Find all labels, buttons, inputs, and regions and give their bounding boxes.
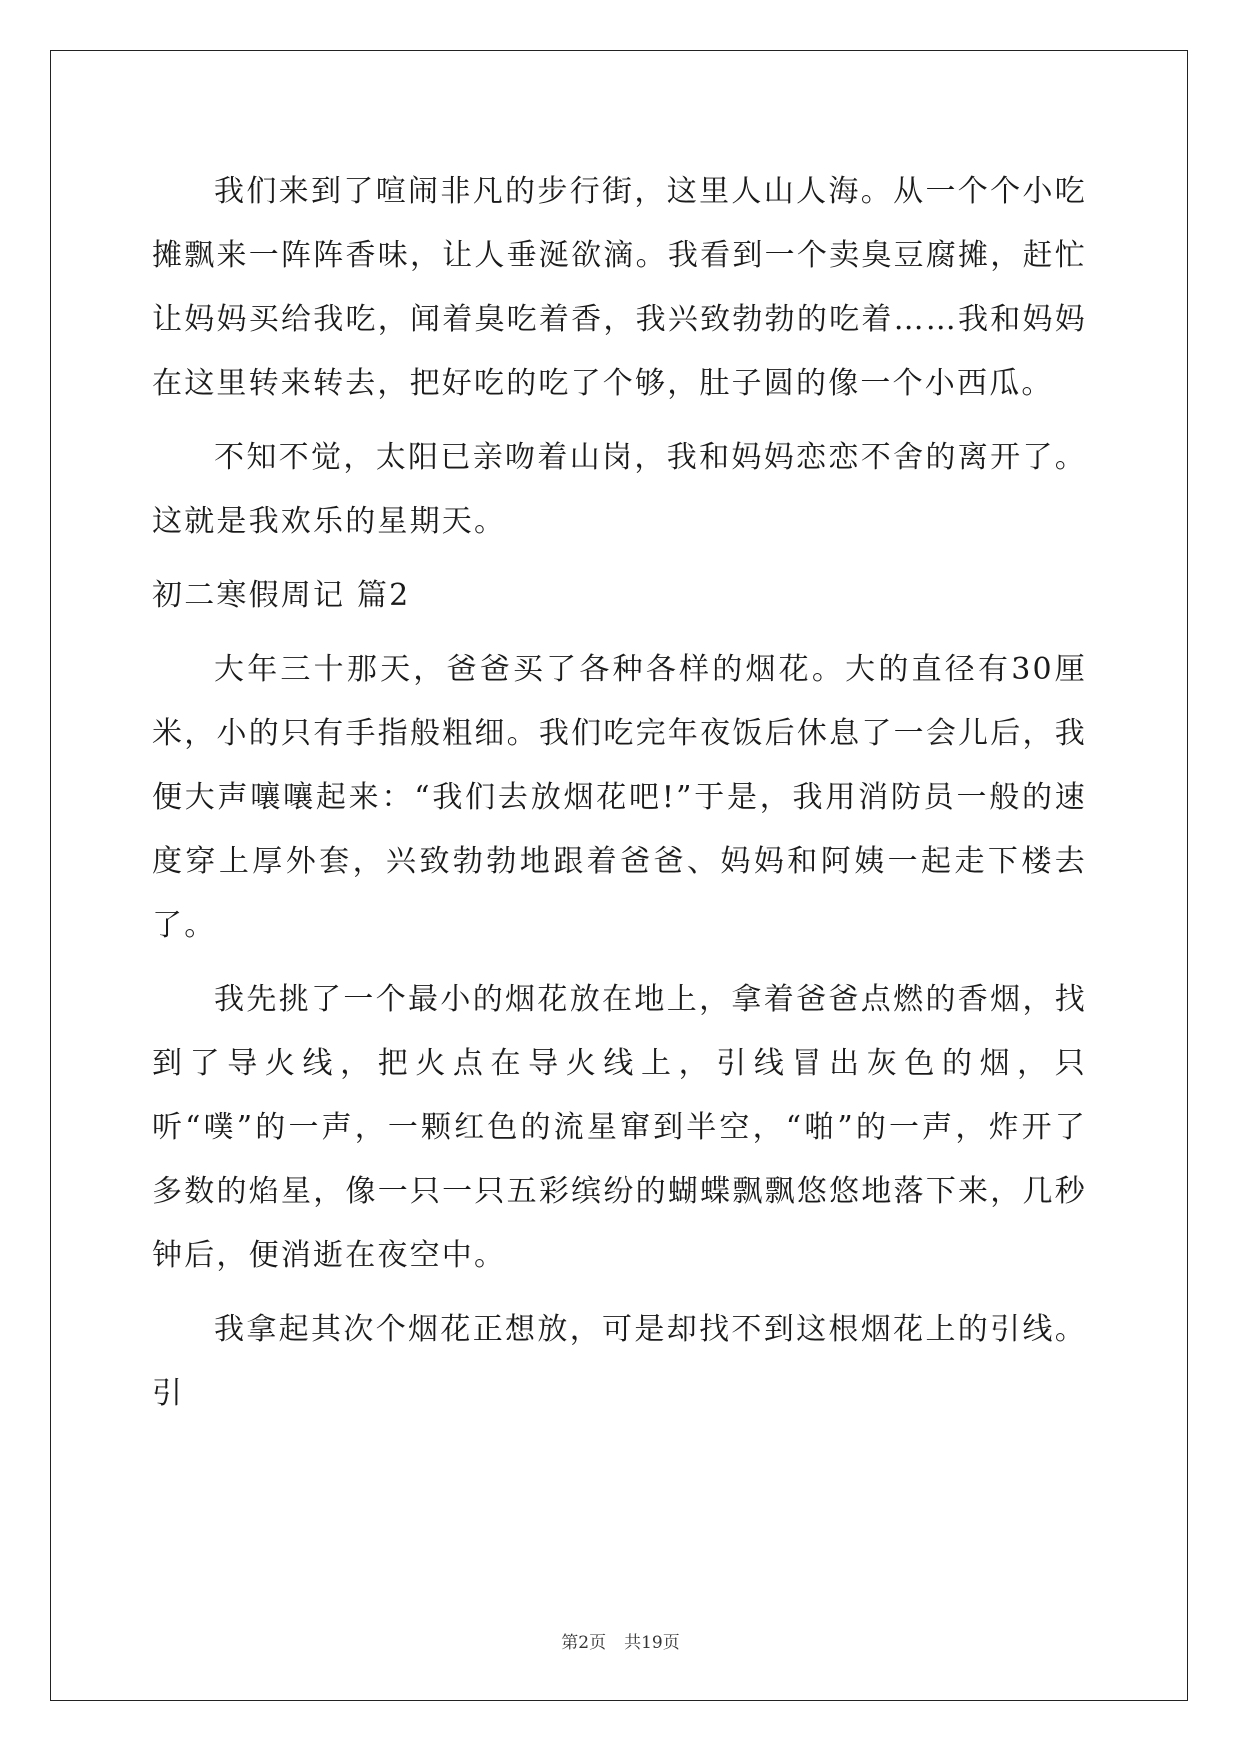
paragraph-new-year-eve: 大年三十那天，爸爸买了各种各样的烟花。大的直径有30厘米，小的只有手指般粗细。我们吃完年夜饭后休息了一会儿后，我便大声嚷嚷起来：“我们去放烟花吧!”于是，我用消防员一般的速度穿上厚外套，兴致勃勃地跟着爸爸、妈妈和阿姨一起走下楼去了。 xyxy=(152,652,1087,943)
paragraph-second-firework: 我拿起其次个烟花正想放，可是却找不到这根烟花上的引线。引 xyxy=(152,1312,1087,1411)
section-heading: 初二寒假周记 篇2 xyxy=(152,578,411,613)
paragraph-first-firework: 我先挑了一个最小的烟花放在地上，拿着爸爸点燃的香烟，找到了导火线，把火点在导火线上，引线冒出灰色的烟，只听“噗”的一声，一颗红色的流星窜到半空，“啪”的一声，炸开了多数的焰星，像一只一只五彩缤纷的蝴蝶飘飘悠悠地落下来，几秒钟后，便消逝在夜空中。 xyxy=(152,982,1087,1273)
document-body xyxy=(152,160,1087,1426)
page-number: 第2页 xyxy=(561,1633,607,1653)
paragraph-street: 我们来到了喧闹非凡的步行街，这里人山人海。从一个个小吃摊飘来一阵阵香味，让人垂涎欲滴。我看到一个卖臭豆腐摊，赶忙让妈妈买给我吃，闻着臭吃着香，我兴致勃勃的吃着……我和妈妈在这里转来转去，把好吃的吃了个够，肚子圆的像一个小西瓜。 xyxy=(152,174,1087,401)
page-footer xyxy=(0,1628,1241,1653)
paragraph-sunset: 不知不觉，太阳已亲吻着山岗，我和妈妈恋恋不舍的离开了。这就是我欢乐的星期天。 xyxy=(152,440,1087,539)
total-pages: 共19页 xyxy=(624,1633,680,1653)
